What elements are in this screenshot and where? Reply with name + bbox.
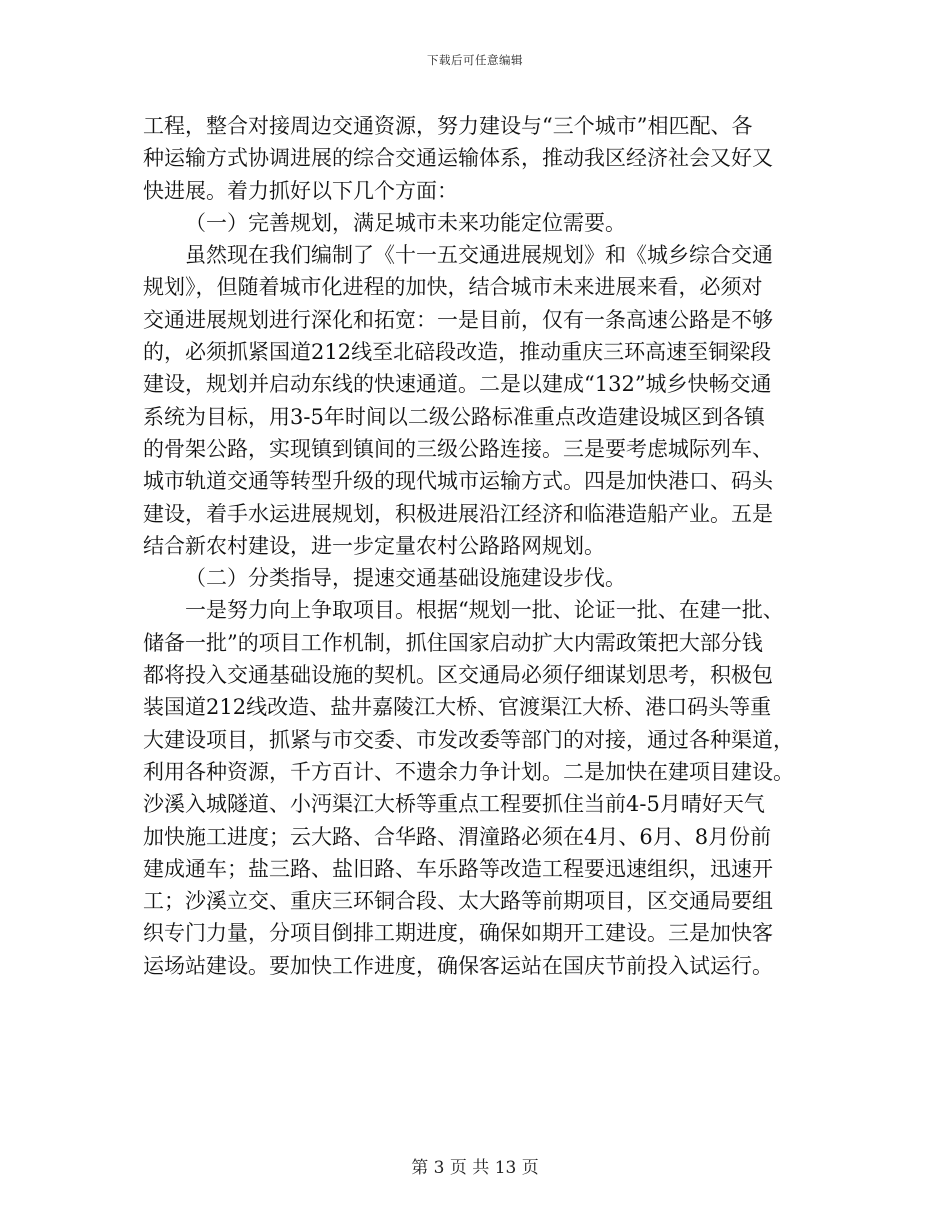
body-line: 建成通车；盐三路、盐旧路、车乐路等改造工程要迅速组织，迅速开 <box>143 856 773 881</box>
body-line: 沙溪入城隧道、小沔渠江大桥等重点工程要抓住当前4-5月晴好天气 <box>143 792 765 817</box>
section-heading-1: （一）完善规划，满足城市未来功能定位需要。 <box>185 210 626 235</box>
body-line: 城市轨道交通等转型升级的现代城市运输方式。四是加快港口、码头 <box>143 469 773 494</box>
body-line: 都将投入交通基础设施的契机。区交通局必须仔细谋划思考，积极包 <box>143 663 773 688</box>
body-line: 结合新农村建设，进一步定量农村公路路网规划。 <box>143 533 605 558</box>
body-line: 交通进展规划进行深化和拓宽：一是目前，仅有一条高速公路是不够 <box>143 307 773 332</box>
body-line: 工；沙溪立交、重庆三环铜合段、太大路等前期项目，区交通局要组 <box>143 889 773 914</box>
paragraph-start: 一是努力向上争取项目。根据“规划一批、论证一批、在建一批、 <box>185 598 784 623</box>
document-body <box>143 110 810 982</box>
body-line: 装国道212线改造、盐井嘉陵江大桥、官渡渠江大桥、港口码头等重 <box>143 695 772 720</box>
body-line: 种运输方式协调进展的综合交通运输体系，推动我区经济社会又好又 <box>143 146 773 171</box>
body-line: 加快施工进度；云大路、合华路、渭潼路必须在4月、6月、8月份前 <box>143 824 772 849</box>
paragraph-start: 虽然现在我们编制了《十一五交通进展规划》和《城乡综合交通 <box>185 243 773 268</box>
body-line: 的骨架公路，实现镇到镇间的三级公路连接。三是要考虑城际列车、 <box>143 436 773 461</box>
body-line: 系统为目标，用3-5年时间以二级公路标准重点改造建设城区到各镇 <box>143 404 765 429</box>
body-line: 工程，整合对接周边交通资源，努力建设与“三个城市”相匹配、各 <box>143 114 753 138</box>
section-heading-2: （二）分类指导，提速交通基础设施建设步伐。 <box>185 566 626 591</box>
body-line: 的，必须抓紧国道212线至北碚段改造，推动重庆三环高速至铜梁段 <box>143 340 772 365</box>
body-line: 规划》，但随着城市化进程的加快，结合城市未来进展来看，必须对 <box>143 275 763 300</box>
body-line: 利用各种资源，千方百计、不遗余力争计划。二是加快在建项目建设。 <box>143 759 794 784</box>
body-line: 织专门力量，分项目倒排工期进度，确保如期开工建设。三是加快客 <box>143 921 773 946</box>
body-line: 运场站建设。要加快工作进度，确保客运站在国庆节前投入试运行。 <box>143 953 773 978</box>
body-line: 建设，规划并启动东线的快速通道。二是以建成“132”城乡快畅交通 <box>143 372 772 397</box>
page-header: 下载后可任意编辑 <box>427 53 523 67</box>
body-line: 储备一批”的项目工作机制，抓住国家启动扩大内需政策把大部分钱 <box>143 630 763 655</box>
body-line: 建设，着手水运进展规划，积极进展沿江经济和临港造船产业。五是 <box>143 501 773 526</box>
body-line: 快进展。着力抓好以下几个方面： <box>143 178 458 203</box>
page-number: 第 3 页 共 13 页 <box>411 1158 539 1178</box>
body-line: 大建设项目，抓紧与市交委、市发改委等部门的对接，通过各种渠道， <box>143 727 794 752</box>
